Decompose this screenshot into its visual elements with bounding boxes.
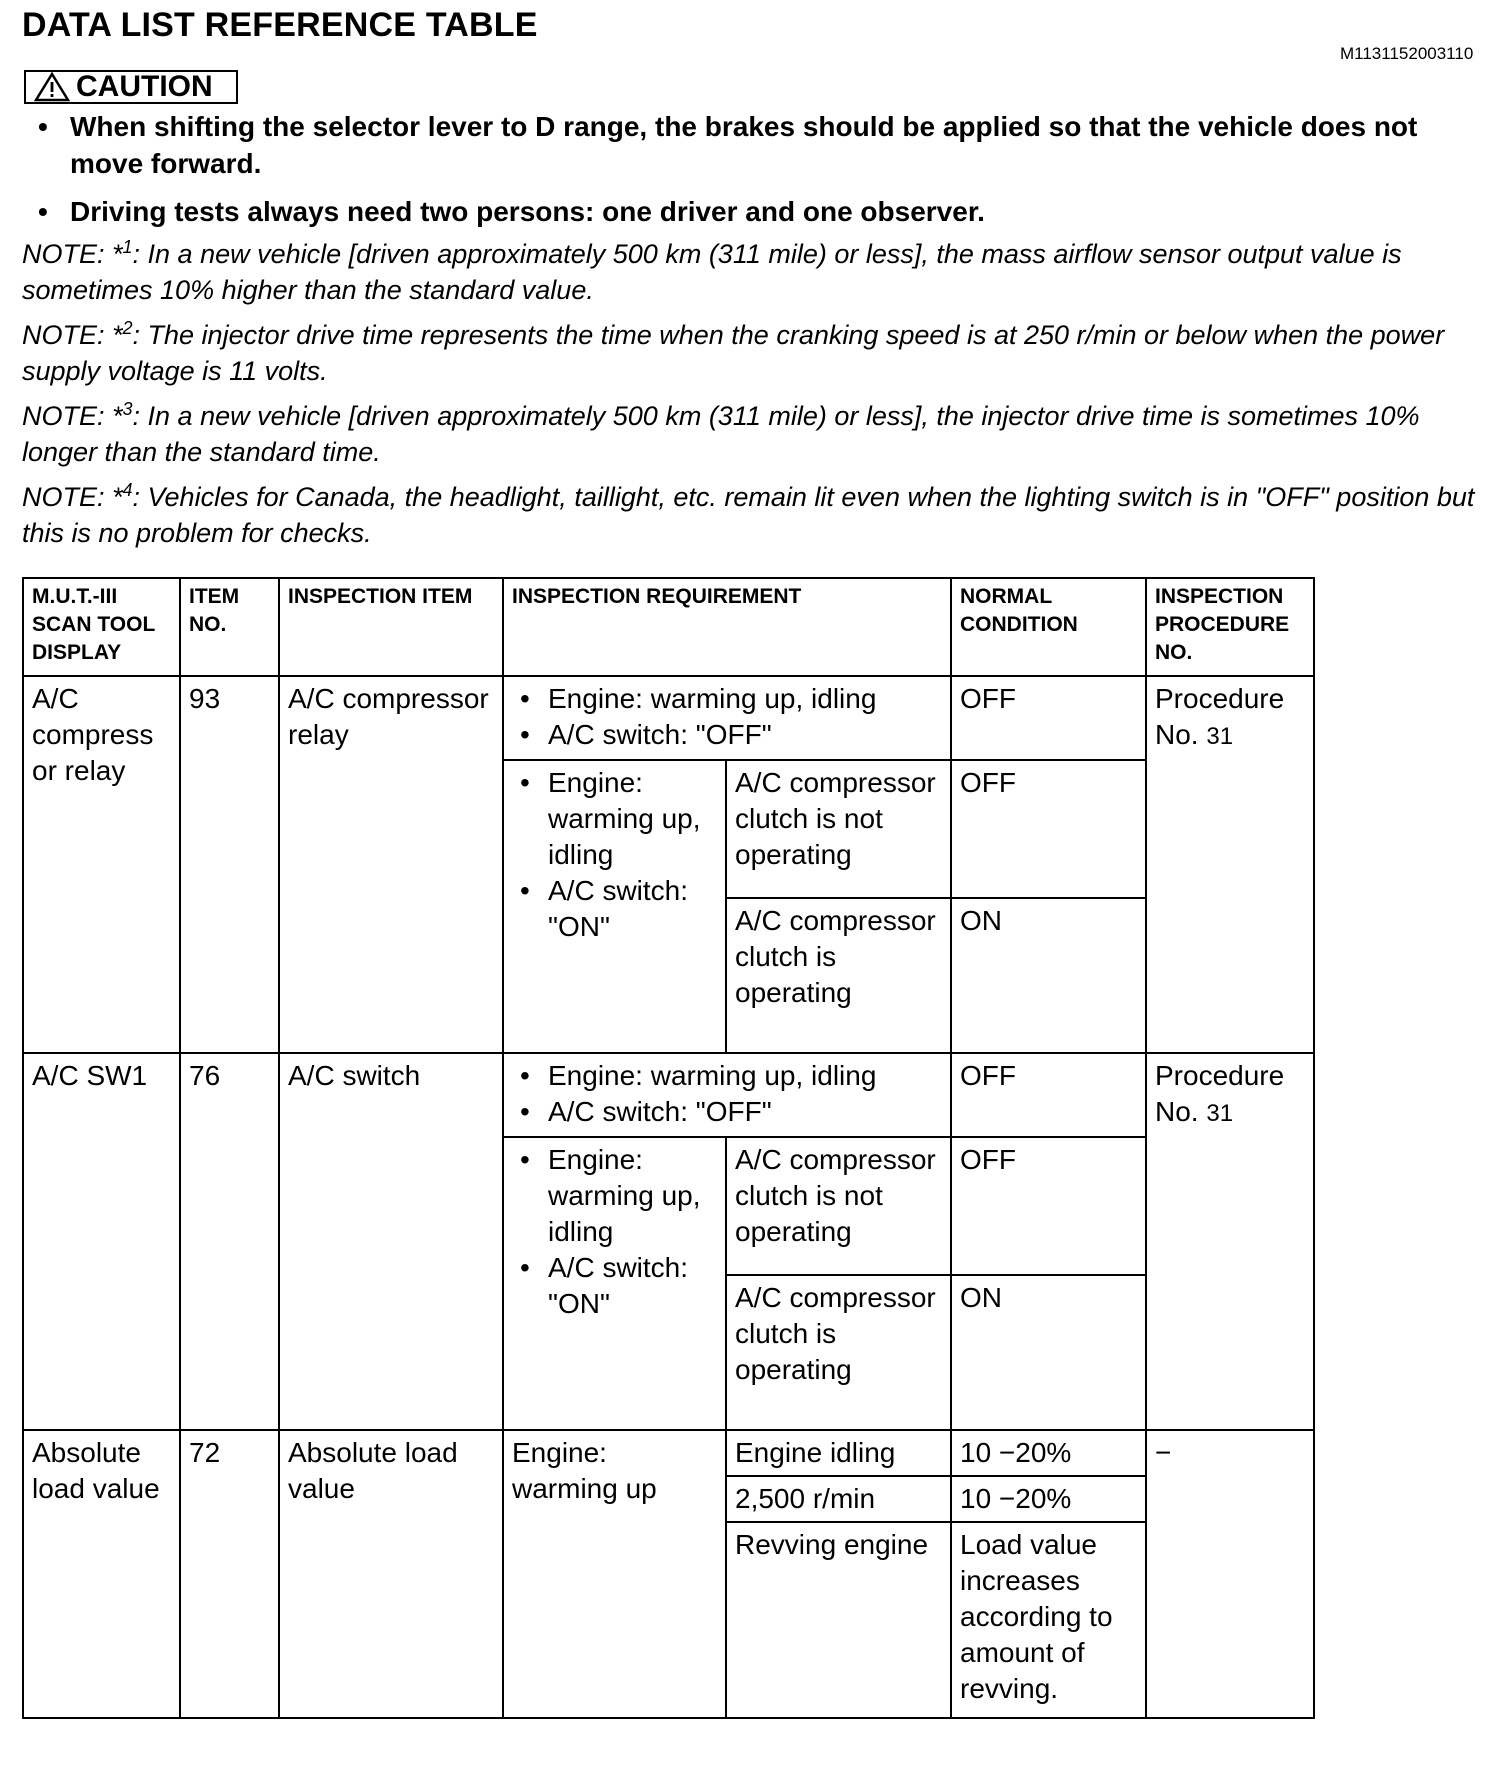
note-3 (22, 398, 1492, 470)
cell-condition: Revving engine (726, 1522, 951, 1718)
header-normal-condition: NORMAL CONDITION (951, 578, 1146, 676)
cell-procedure (1146, 676, 1314, 1053)
table-row (23, 1430, 1314, 1476)
cell-item-no: 72 (180, 1430, 279, 1718)
caution-item: • When shifting the selector lever to D range, the brakes should be applied so that the vehicle does not move forward. (34, 108, 1494, 182)
cell-display: A/C SW1 (23, 1053, 180, 1430)
procedure-text: Procedure No. (1155, 1060, 1285, 1127)
requirement-bullet: • Engine: warming up, idling (512, 1058, 942, 1094)
requirement-bullet: • Engine: warming up, idling (512, 681, 942, 717)
cell-item-no: 93 (180, 676, 279, 1053)
cell-condition: A/C compressor clutch is not operating (726, 760, 951, 898)
note-4 (22, 479, 1492, 551)
cell-display: Absolute load value (23, 1430, 180, 1718)
note-prefix: NOTE: * (22, 239, 123, 269)
requirement-bullet: • A/C switch: "ON" (512, 1250, 717, 1322)
cell-normal: OFF (951, 676, 1146, 760)
note-2 (22, 317, 1492, 389)
requirement-bullet: • A/C switch: "ON" (512, 873, 717, 945)
cell-display: A/C compress or relay (23, 676, 180, 1053)
caution-list (34, 108, 1494, 241)
note-text: : In a new vehicle [driven approximately 500 km (311 mile) or less], the injector drive time is sometimes 10% longer than the standard time. (22, 401, 1420, 467)
cell-normal: ON (951, 898, 1146, 1053)
cell-condition: Engine idling (726, 1430, 951, 1476)
note-text: : The injector drive time represents the time when the cranking speed is at 250 r/min or below when the power supply voltage is 11 volts. (22, 320, 1445, 386)
requirement-bullet: • A/C switch: "OFF" (512, 1094, 942, 1130)
cell-item-no: 76 (180, 1053, 279, 1430)
cell-condition: 2,500 r/min (726, 1476, 951, 1522)
note-footnote-mark: 4 (122, 480, 133, 500)
cell-normal: 10 −20% (951, 1430, 1146, 1476)
note-footnote-mark: 3 (122, 399, 133, 419)
notes-section (22, 236, 1492, 560)
header-display: M.U.T.-III SCAN TOOL DISPLAY (23, 578, 180, 676)
cell-requirement: Engine: warming up (503, 1430, 726, 1718)
cell-inspection-item: Absolute load value (279, 1430, 503, 1718)
procedure-number: 31 (1206, 1100, 1234, 1127)
cell-requirement (503, 1053, 951, 1137)
procedure-number: 31 (1206, 723, 1234, 750)
cell-normal: Load value increases according to amount of revving. (951, 1522, 1146, 1718)
caution-item: • Driving tests always need two persons: one driver and one observer. (34, 193, 1494, 230)
cell-procedure: − (1146, 1430, 1314, 1718)
procedure-text: Procedure No. (1155, 683, 1285, 750)
cell-condition: A/C compressor clutch is operating (726, 898, 951, 1053)
note-footnote-mark: 1 (122, 237, 133, 257)
note-prefix: NOTE: * (22, 401, 123, 431)
table-row (23, 676, 1314, 760)
requirement-bullet: • A/C switch: "OFF" (512, 717, 942, 753)
caution-label: CAUTION (76, 70, 213, 103)
header-procedure: INSPECTION PROCEDURE NO. (1146, 578, 1314, 676)
cell-requirement (503, 760, 726, 1053)
cell-procedure (1146, 1053, 1314, 1430)
table-header-row (23, 578, 1314, 676)
caution-box (24, 70, 238, 104)
requirement-bullet: • Engine: warming up, idling (512, 1142, 717, 1250)
data-list-table (22, 577, 1315, 1719)
document-id: M1131152003110 (1340, 44, 1474, 63)
header-inspection-item: INSPECTION ITEM (279, 578, 503, 676)
cell-condition: A/C compressor clutch is not operating (726, 1137, 951, 1275)
note-prefix: NOTE: * (22, 482, 123, 512)
header-requirement: INSPECTION REQUIREMENT (503, 578, 951, 676)
cell-condition: A/C compressor clutch is operating (726, 1275, 951, 1430)
table-row (23, 1053, 1314, 1137)
warning-triangle-icon (34, 72, 70, 102)
cell-normal: 10 −20% (951, 1476, 1146, 1522)
cell-requirement (503, 676, 951, 760)
page-title: DATA LIST REFERENCE TABLE (22, 6, 538, 44)
cell-inspection-item: A/C compressor relay (279, 676, 503, 1053)
cell-normal: OFF (951, 1137, 1146, 1275)
note-footnote-mark: 2 (122, 318, 133, 338)
cell-normal: ON (951, 1275, 1146, 1430)
note-prefix: NOTE: * (22, 320, 123, 350)
cell-normal: OFF (951, 1053, 1146, 1137)
header-item-no: ITEM NO. (180, 578, 279, 676)
note-text: : In a new vehicle [driven approximately 500 km (311 mile) or less], the mass airflow sensor output value is sometimes 10% higher than the standard value. (22, 239, 1402, 305)
note-1 (22, 236, 1492, 308)
cell-normal: OFF (951, 760, 1146, 898)
cell-requirement (503, 1137, 726, 1430)
cell-inspection-item: A/C switch (279, 1053, 503, 1430)
note-text: : Vehicles for Canada, the headlight, taillight, etc. remain lit even when the lighting switch is in "OFF" position but this is no problem for checks. (22, 482, 1475, 548)
requirement-bullet: • Engine: warming up, idling (512, 765, 717, 873)
